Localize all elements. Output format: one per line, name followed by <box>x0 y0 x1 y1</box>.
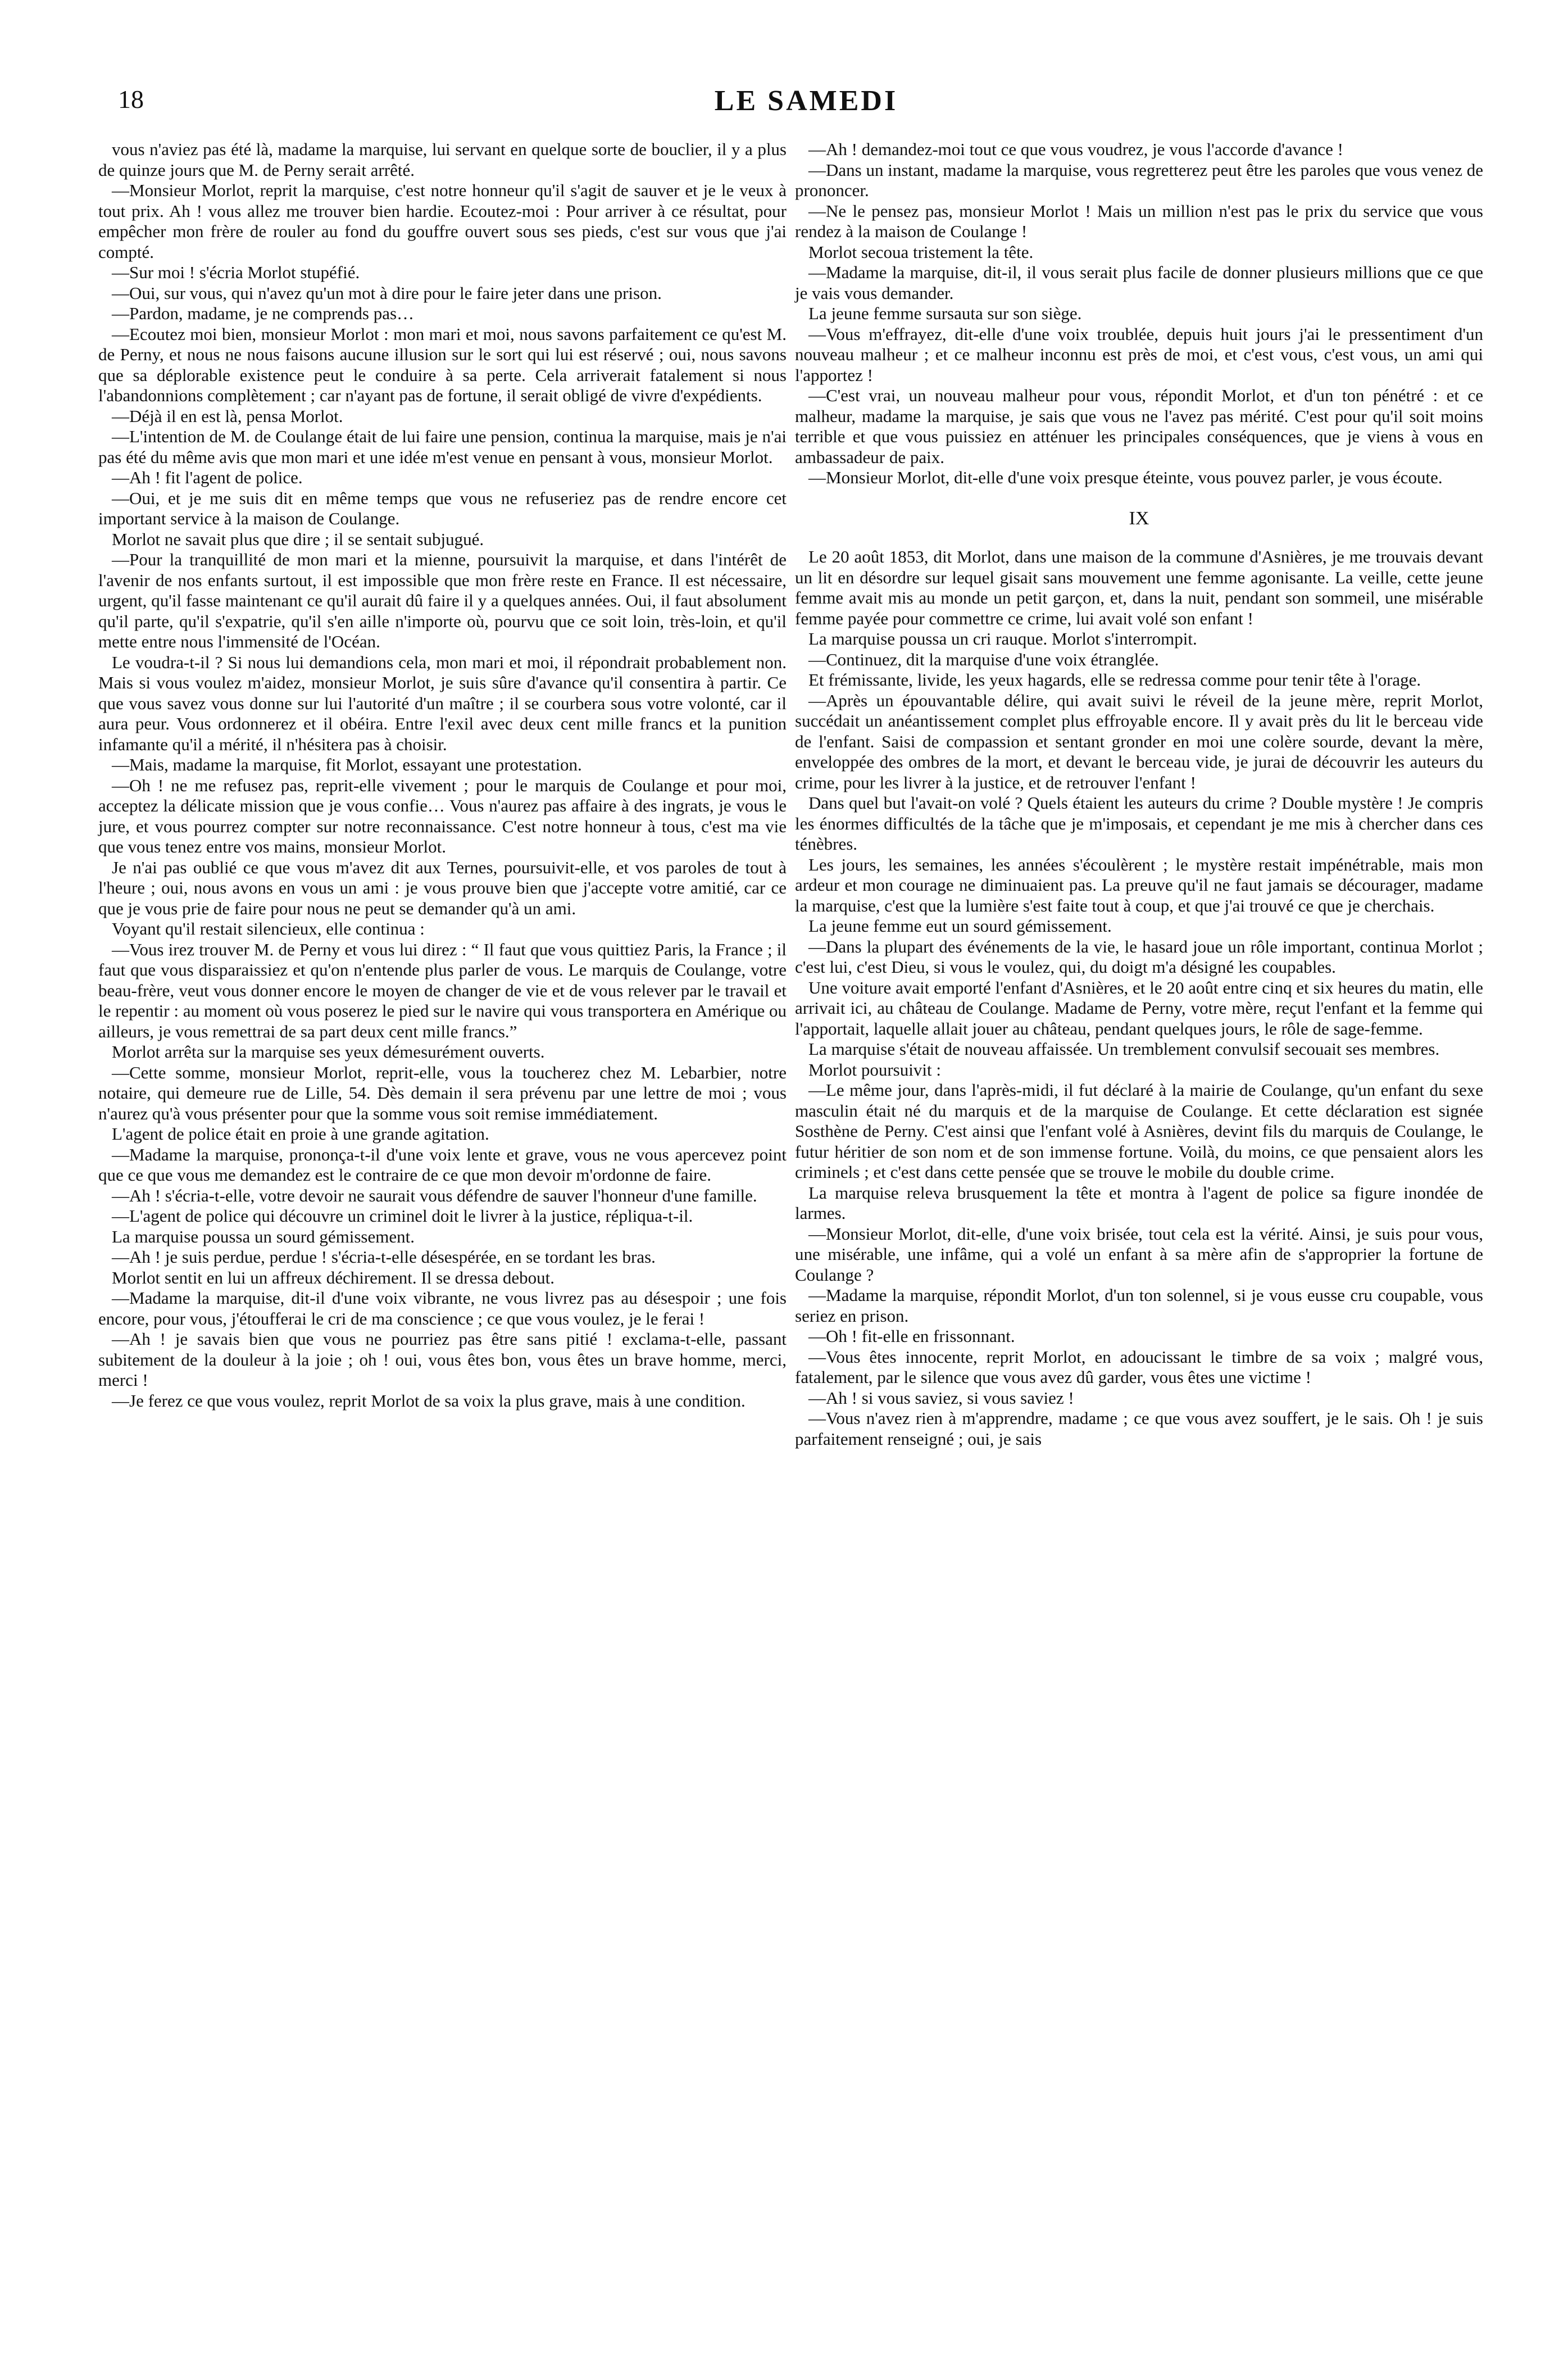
paragraph: Une voiture avait emporté l'enfant d'Asnières, et le 20 août entre cinq et six heures du matin, elle arrivait ici, au château de Coulange. Madame de Perny, votre mère, reçut l'enfant et la femme qui l'apportait, laquelle allait jouer au château, pendant quelques jours, le rôle de sage-femme. <box>795 977 1483 1039</box>
paragraph: Dans quel but l'avait-on volé ? Quels étaient les auteurs du crime ? Double mystère ! Je compris les énormes difficultés de la tâche que je m'imposais, et cependant je me mis à chercher dans ces ténèbres. <box>795 793 1483 854</box>
paragraph: —Vous m'effrayez, dit-elle d'une voix troublée, depuis huit jours j'ai le pressentiment d'un nouveau malheur ; et ce malheur inconnu est près de moi, et c'est vous, c'est vous, un ami qui l'apportez ! <box>795 324 1483 385</box>
paragraph: La marquise poussa un cri rauque. Morlot s'interrompit. <box>808 629 1197 649</box>
paragraph: Le 20 août 1853, dit Morlot, dans une maison de la commune d'Asnières, je me trouvais devant un lit en désordre sur lequel gisait sans mouvement une femme agonisante. La veille, cette jeune femme avait mis au monde un petit garçon, et, dans la nuit, pendant son sommeil, une misérable femme payée pour commettre ce crime, lui avait volé son enfant ! <box>795 547 1483 628</box>
paragraph: Morlot ne savait plus que dire ; il se sentait subjugué. <box>112 529 484 549</box>
paragraph: —Madame la marquise, dit-il, il vous serait plus facile de donner plusieurs millions que ce que je vais vous demander. <box>795 262 1483 303</box>
paragraph: Morlot poursuivit : <box>808 1059 941 1080</box>
paragraph: Morlot secoua tristement la tête. <box>808 242 1034 262</box>
paragraph: —Dans un instant, madame la marquise, vous regretterez peut être les paroles que vous venez de prononcer. <box>795 160 1483 200</box>
paragraph: —Madame la marquise, dit-il d'une voix vibrante, ne vous livrez pas au désespoir ; une fois encore, pour vous, j'étoufferai le cri de ma conscience ; ce que vous voulez, je le ferai ! <box>98 1288 787 1328</box>
paragraph: Le voudra-t-il ? Si nous lui demandions cela, mon mari et moi, il répondrait probablement non. Mais si vous voulez m'aidez, monsieur Morlot, je suis sûre d'avance qu'il consentira à partir. Ce que vous savez vous donne sur lui l'autorité d'un maître ; il se courbera sous votre volonté, car il aura peur. Vous ordonnerez et il obéira. Entre l'exil avec deux cent mille francs et la punition infamante qu'il a mérité, il n'hésitera pas à choisir. <box>98 652 787 754</box>
paragraph: La marquise releva brusquement la tête et montra à l'agent de police sa figure inondée de larmes. <box>795 1182 1483 1223</box>
paragraph: —Continuez, dit la marquise d'une voix étranglée. <box>808 649 1159 669</box>
paragraph: —Vous êtes innocente, reprit Morlot, en adoucissant le timbre de sa voix ; malgré vous, fatalement, par le silence que vous avez dû garder, vous êtes une victime ! <box>795 1346 1483 1387</box>
paragraph: —Après un épouvantable délire, qui avait suivi le réveil de la jeune mère, reprit Morlot, succédait un anéantissement complet plus effroyable encore. Il y avait près du lit le berceau vide de l'enfant. Saisi de compassion et sentant gronder en moi une colère sourde, devant la mère, enveloppée des ombres de la mort, et devant le berceau vide, je jurai de découvrir les auteurs du crime, pour les livrer à la justice, et de retrouver l'enfant ! <box>795 690 1483 792</box>
paragraph: Je n'ai pas oublié ce que vous m'avez dit aux Ternes, poursuivit-elle, et vos paroles de tout à l'heure ; oui, nous avons en vous un ami : je vous prouve bien que j'accepte votre amitié, car ce que je vous prie de faire pour nous ne peut se demander qu'à un ami. <box>98 857 787 918</box>
paragraph: —Ah ! fit l'agent de police. <box>112 468 303 487</box>
paragraph: —Ah ! je savais bien que vous ne pourriez pas être sans pitié ! exclama-t-elle, passant subitement de la douleur à la joie ; oh ! oui, vous êtes bon, vous êtes un brave homme, merci, merci ! <box>98 1329 787 1390</box>
paragraph: Voyant qu'il restait silencieux, elle continua : <box>112 919 425 938</box>
paragraph: Morlot sentit en lui un affreux déchirement. Il se dressa debout. <box>112 1267 555 1287</box>
paragraph: —Monsieur Morlot, dit-elle, d'une voix brisée, tout cela est la vérité. Ainsi, je suis pour vous, une misérable, une infâme, qui a volé un enfant à sa mère afin de s'approprier la fortune de Coulange ? <box>795 1223 1483 1285</box>
paragraph: —Monsieur Morlot, reprit la marquise, c'est notre honneur qu'il s'agit de sauver et je le veux à tout prix. Ah ! vous allez me trouver bien hardie. Ecoutez-moi : Pour arriver à ce résultat, pour empêcher mon frère de rouler au fond du gouffre ouvert sous ses pieds, c'est sur vous que j'ai compté. <box>98 180 787 262</box>
paragraph: —L'agent de police qui découvre un criminel doit le livrer à la justice, répliqua-t-il. <box>112 1206 693 1226</box>
paragraph: La marquise poussa un sourd gémissement. <box>112 1226 415 1246</box>
paragraph: —Oh ! fit-elle en frissonnant. <box>808 1326 1015 1346</box>
paragraph: vous n'aviez pas été là, madame la marquise, lui servant en quelque sorte de bouclier, il y a plus de quinze jours que M. de Perny serait arrêté. <box>98 139 787 180</box>
right-column-text-after-heading <box>795 547 1483 1449</box>
left-text-column <box>98 139 787 1411</box>
paragraph: —Madame la marquise, répondit Morlot, d'un ton solennel, si je vous eusse cru coupable, vous seriez en prison. <box>795 1285 1483 1326</box>
section-heading: IX <box>1129 507 1149 529</box>
paragraph: —Ah ! s'écria-t-elle, votre devoir ne saurait vous défendre de sauver l'honneur d'une famille. <box>112 1185 757 1205</box>
paragraph: La jeune femme sursauta sur son siège. <box>808 303 1082 323</box>
paragraph: —Ah ! demandez-moi tout ce que vous voudrez, je vous l'accorde d'avance ! <box>808 139 1344 159</box>
paragraph: Et frémissante, livide, les yeux hagards, elle se redressa comme pour tenir tête à l'orage. <box>808 670 1421 690</box>
paragraph: —Cette somme, monsieur Morlot, reprit-elle, vous la toucherez chez M. Lebarbier, notre notaire, qui demeure rue de Lille, 54. Dès demain il sera prévenu par une lettre de moi ; vous n'aurez qu'à vous présenter pour que la somme vous soit remise immédiatement. <box>98 1062 787 1123</box>
paragraph: —Ecoutez moi bien, monsieur Morlot : mon mari et moi, nous savons parfaitement ce qu'est M. de Perny, et nous ne nous faisons aucune illusion sur le sort qui lui est réservé ; oui, nous savons que sa déplorable existence peut le conduire à sa perte. Cela arriverait fatalement si nous l'abandonnions complètement ; car n'ayant pas de fortune, il serait obligé de vivre d'expédients. <box>98 324 787 405</box>
paragraph: Les jours, les semaines, les années s'écoulèrent ; le mystère restait impénétrable, mais mon ardeur et mon courage ne diminuaient pas. La preuve qu'il ne faut jamais se décourager, madame la marquise, c'est que la lumière s'est faite tout à coup, et que j'ai trouvé ce que je cherchais. <box>795 854 1483 915</box>
journal-title: LE SAMEDI <box>714 85 898 117</box>
paragraph: L'agent de police était en proie à une grande agitation. <box>112 1124 489 1144</box>
page-number: 18 <box>118 85 144 114</box>
paragraph: —Ne le pensez pas, monsieur Morlot ! Mais un million n'est pas le prix du service que vous rendez à la maison de Coulange ! <box>795 201 1483 241</box>
paragraph: —Le même jour, dans l'après-midi, il fut déclaré à la mairie de Coulange, qu'un enfant du sexe masculin était né du marquis et de la marquise de Coulange. Et cette déclaration est signée Sosthène de Perny. C'est ainsi que l'enfant volé à Asnières, devint fils du marquis de Coulange, le futur héritier de son nom et de son immense fortune. Voilà, du moins, ce que pensaient alors les criminels ; et c'est dans cette pensée que se trouve le mobile du double crime. <box>795 1080 1483 1182</box>
paragraph: —Pour la tranquillité de mon mari et la mienne, poursuivit la marquise, et dans l'intérêt de l'avenir de nos enfants surtout, il est impossible que mon frère reste en France. Il est nécessaire, urgent, qu'il fasse maintenant ce qu'il aurait dû faire il y a quelques années. Oui, il faut absolument qu'il parte, qu'il s'expatrie, qu'il s'en aille n'importe où, pourvu que ce soit loin, très-loin, et qu'il mette entre nous l'immensité de l'Océan. <box>98 550 787 651</box>
paragraph: —Pardon, madame, je ne comprends pas… <box>112 303 415 323</box>
paragraph: —Ah ! si vous saviez, si vous saviez ! <box>808 1387 1074 1408</box>
paragraph: —Je ferez ce que vous voulez, reprit Morlot de sa voix la plus grave, mais à une condition. <box>112 1390 746 1411</box>
paragraph: —Oh ! ne me refusez pas, reprit-elle vivement ; pour le marquis de Coulange et pour moi, acceptez la délicate mission que je vous confie… Vous n'aurez pas affaire à des ingrats, je vous le jure, et vous pourrez compter sur notre reconnaissance. C'est notre honneur à tous, c'est ma vie que vous tenez entre vos mains, monsieur Morlot. <box>98 775 787 856</box>
paragraph: —L'intention de M. de Coulange était de lui faire une pension, continua la marquise, mais je n'ai pas été du même avis que mon mari et une idée m'est venue en pensant à vous, monsieur Morlot. <box>98 427 787 467</box>
paragraph: —Déjà il en est là, pensa Morlot. <box>112 406 343 426</box>
paragraph: —Oui, sur vous, qui n'avez qu'un mot à dire pour le faire jeter dans une prison. <box>112 283 662 303</box>
paragraph: —Dans la plupart des événements de la vie, le hasard joue un rôle important, continua Morlot ; c'est lui, c'est Dieu, si vous le voulez, qui, du doigt m'a désigné les coupables. <box>795 936 1483 977</box>
right-text-column <box>795 139 1483 1449</box>
page-header <box>118 84 1494 124</box>
right-column-text-before-heading <box>795 139 1483 488</box>
paragraph: Morlot arrêta sur la marquise ses yeux démesurément ouverts. <box>112 1042 545 1062</box>
paragraph: —Vous n'avez rien à m'apprendre, madame ; ce que vous avez souffert, je le sais. Oh ! je suis parfaitement renseigné ; oui, je sais <box>795 1408 1483 1449</box>
paragraph: —Sur moi ! s'écria Morlot stupéfié. <box>112 262 360 282</box>
paragraph: La marquise s'était de nouveau affaissée. Un tremblement convulsif secouait ses membres. <box>808 1039 1440 1059</box>
paragraph: —Vous irez trouver M. de Perny et vous lui direz : “ Il faut que vous quittiez Paris, la France ; il faut que vous disparaissiez et qu'on n'entende plus parler de vous. Le marquis de Coulange, votre beau-frère, veut vous donner encore le moyen de changer de vie et de vous relever par le travail et le repentir : au moment où vous poserez le pied sur le navire qui vous transportera en Amérique ou ailleurs, je vous remettrai de sa part deux cent mille francs.” <box>98 939 787 1041</box>
paragraph: La jeune femme eut un sourd gémissement. <box>808 916 1112 936</box>
paragraph: —Mais, madame la marquise, fit Morlot, essayant une protestation. <box>112 755 582 774</box>
paragraph: —Monsieur Morlot, dit-elle d'une voix presque éteinte, vous pouvez parler, je vous écoute. <box>808 468 1443 487</box>
paragraph: —Madame la marquise, prononça-t-il d'une voix lente et grave, vous ne vous apercevez point que ce que vous me demandez est le contraire de ce que mon devoir m'ordonne de faire. <box>98 1144 787 1185</box>
paragraph: —Oui, et je me suis dit en même temps que vous ne refuseriez pas de rendre encore cet important service à la maison de Coulange. <box>98 488 787 528</box>
paragraph: —Ah ! je suis perdue, perdue ! s'écria-t-elle désespérée, en se tordant les bras. <box>112 1247 656 1267</box>
paragraph: —C'est vrai, un nouveau malheur pour vous, répondit Morlot, et d'un ton pénétré : et ce malheur, madame la marquise, je sais que vous ne l'avez pas mérité. C'est pour qu'il soit moins terrible et que vous puissiez en atténuer les principales conséquences, que je viens à vous en ambassadeur de paix. <box>795 386 1483 467</box>
